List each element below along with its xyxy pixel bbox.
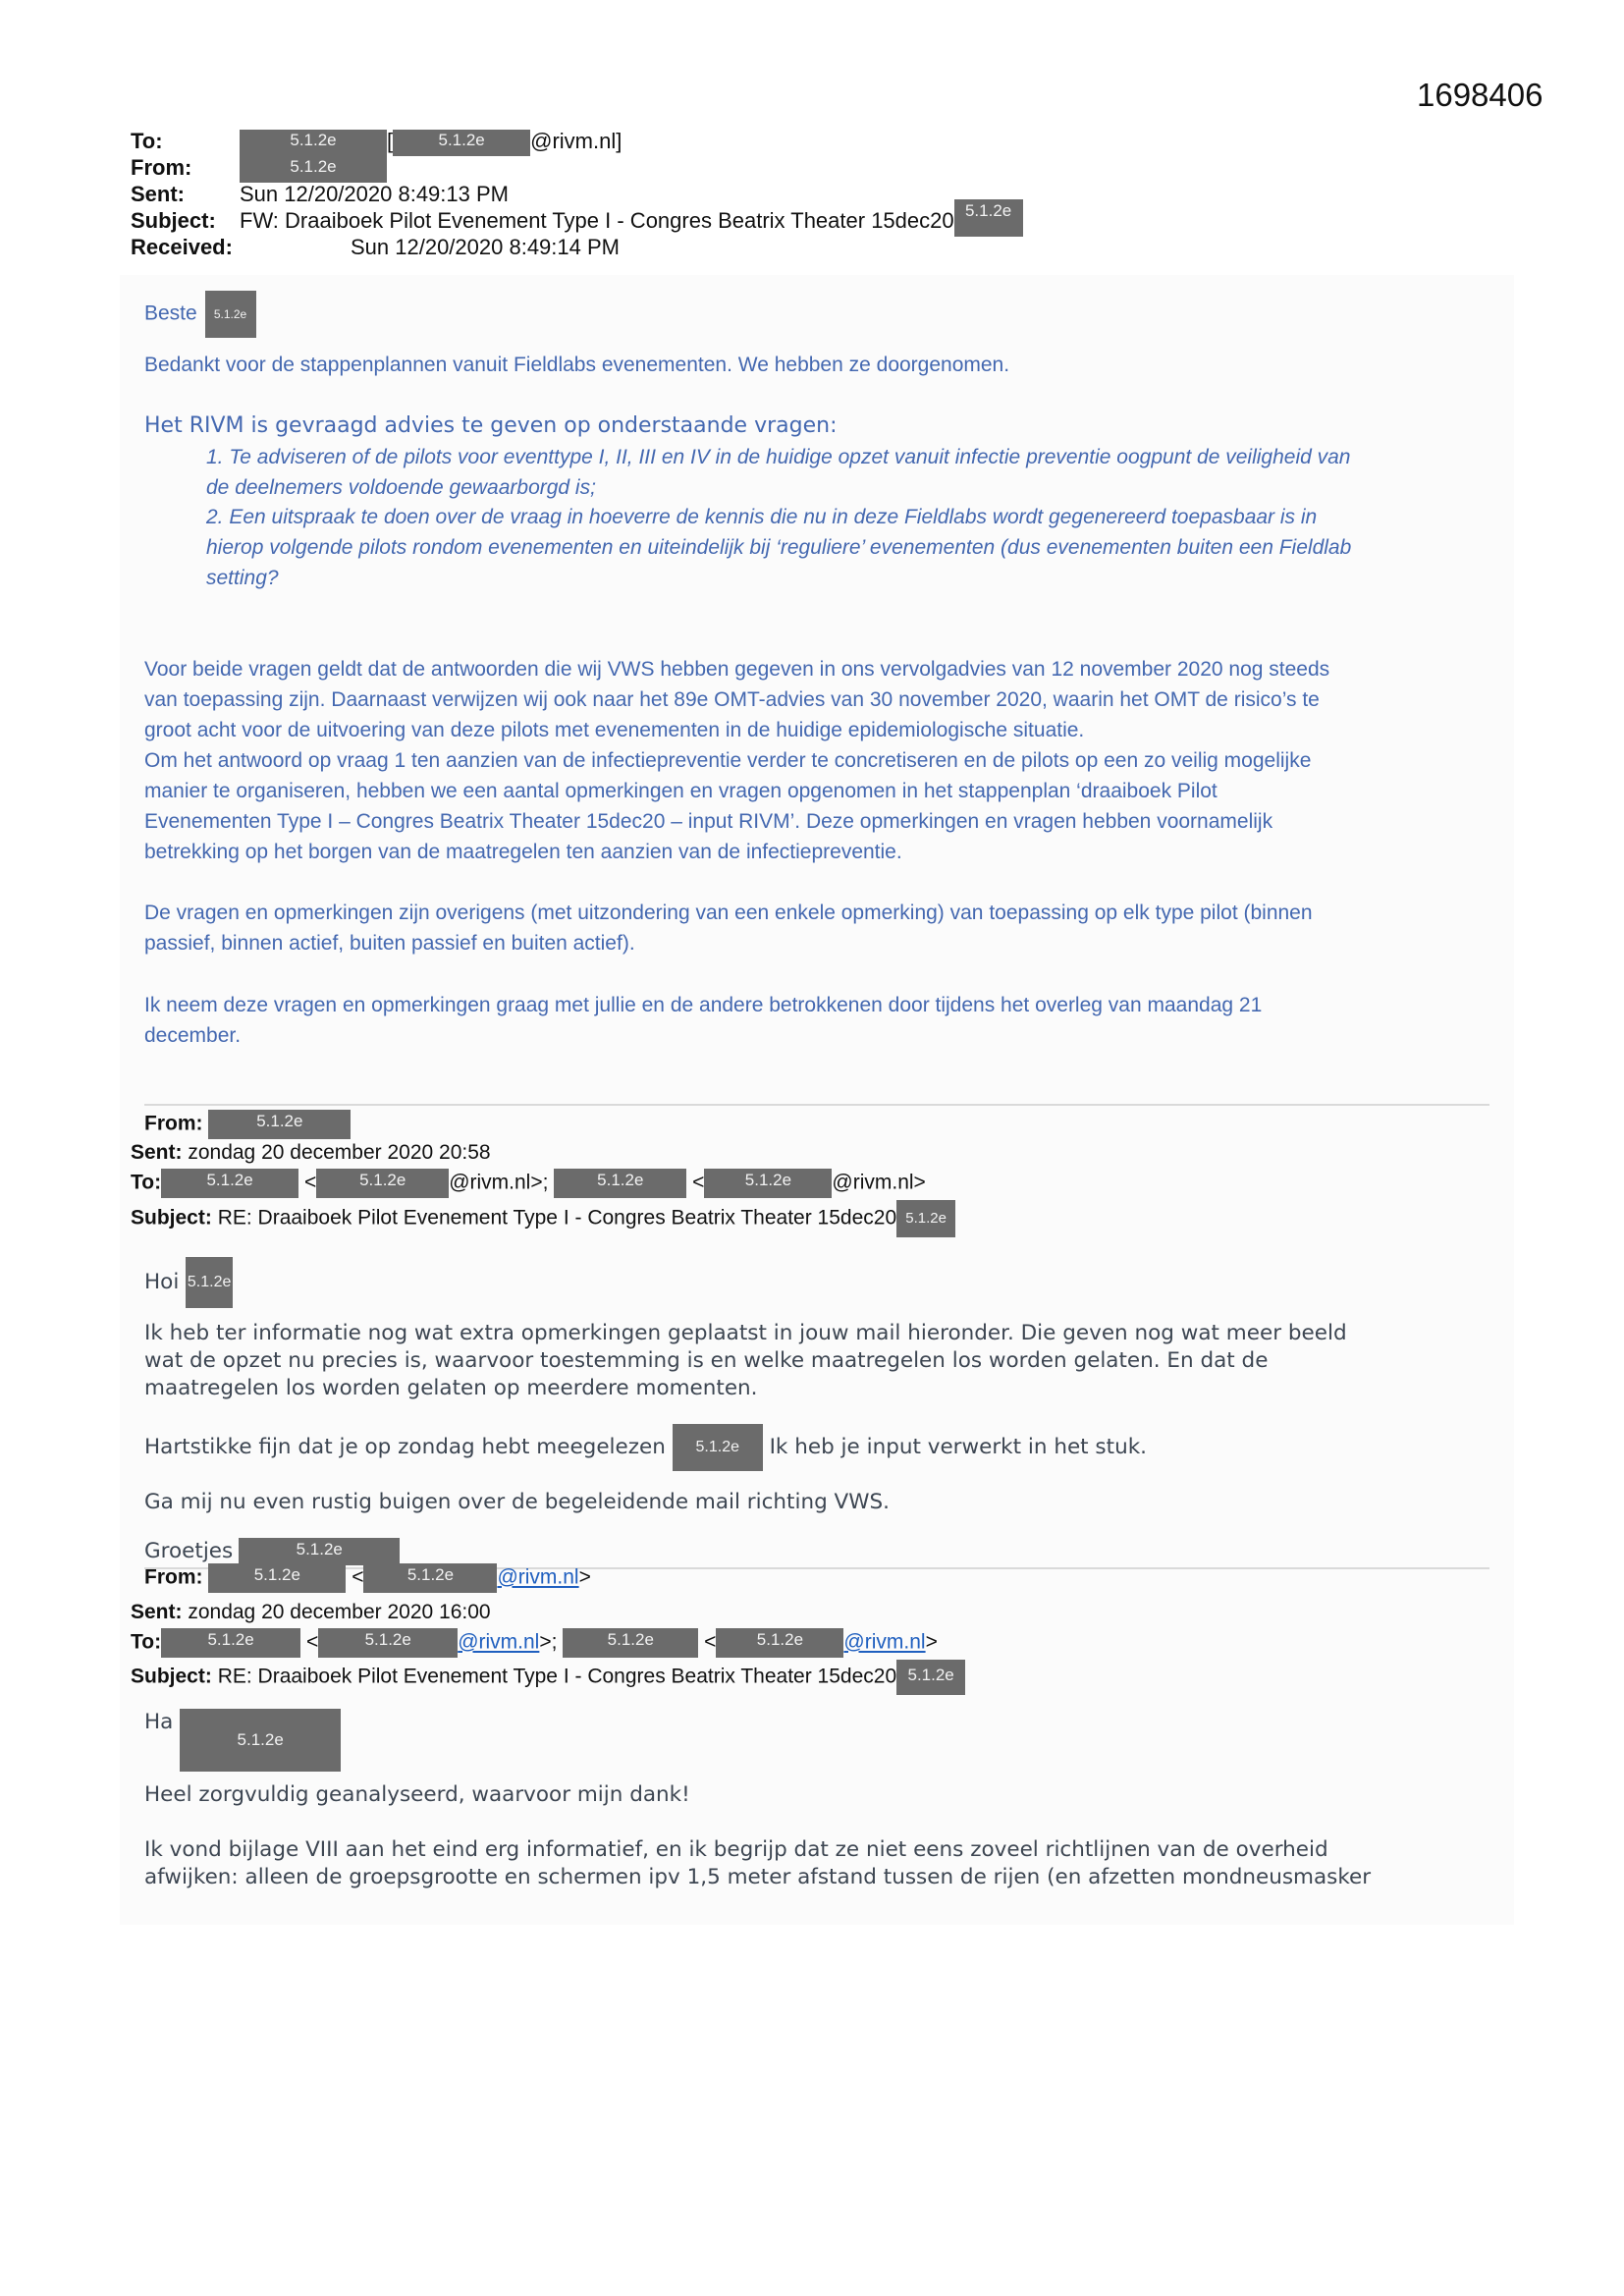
text-line: groot acht voor de uitvoering van deze pilots met evenementen in de huidige epidemiologische situatie. bbox=[144, 719, 1085, 741]
msg2-paragraph-1 bbox=[144, 1320, 1347, 1402]
text-line: van toepassing zijn. Daarnaast verwijzen wij ook naar het 89e OMT-advies van 30 november 2020, waarin het OMT de risico’s te bbox=[144, 688, 1320, 711]
redacted-email: 5.1.2e bbox=[704, 1169, 832, 1198]
email-link[interactable]: @rivm.nl bbox=[843, 1630, 926, 1654]
sent-label: Sent: bbox=[131, 1601, 183, 1623]
text-after: Ik heb je input verwerkt in het stuk. bbox=[769, 1435, 1147, 1459]
msg3-sent-row bbox=[131, 1601, 491, 1624]
text-line: Ik neem deze vragen en opmerkingen graag met jullie en de andere betrokkenen door tijdens het overleg van maandag 21 bbox=[144, 994, 1263, 1016]
lt: < bbox=[303, 1171, 317, 1194]
text-before: Hartstikke fijn dat je op zondag hebt meegelezen bbox=[144, 1435, 666, 1459]
greeting-line bbox=[144, 291, 256, 338]
redacted-name: 5.1.2e bbox=[161, 1169, 298, 1198]
question-1-line: de deelnemers voldoende gewaarborgd is; bbox=[206, 476, 596, 499]
received-label: Received: bbox=[131, 235, 233, 259]
paragraph-meeting bbox=[144, 990, 1262, 1051]
email-domain: @rivm.nl>; bbox=[449, 1171, 549, 1194]
lt: < bbox=[305, 1630, 319, 1654]
question-1 bbox=[206, 442, 1350, 503]
msg3-from-row bbox=[144, 1563, 591, 1593]
subject-label: Subject: bbox=[131, 208, 216, 233]
sent-value: zondag 20 december 2020 16:00 bbox=[188, 1601, 491, 1623]
text-line: wat de opzet nu precies is, waarvoor toestemming is en welke maatregelen los worden gelaten. En dat de bbox=[144, 1348, 1269, 1373]
lt: < bbox=[352, 1565, 364, 1589]
to-value bbox=[240, 128, 622, 156]
redacted-sender: 5.1.2e bbox=[208, 1110, 351, 1139]
question-1-line: 1. Te adviseren of de pilots voor eventtype I, II, III en IV in de huidige opzet vanuit infectie preventie oogpunt de veiligheid van bbox=[206, 446, 1351, 468]
text-line: manier te organiseren, hebben we een aantal opmerkingen en vragen opgenomen in het stappenplan ‘draaiboek Pilot bbox=[144, 780, 1218, 802]
message-separator bbox=[144, 1104, 1489, 1106]
received-value: Sun 12/20/2020 8:49:14 PM bbox=[351, 235, 620, 259]
document-number: 1698406 bbox=[1417, 77, 1543, 113]
from-value bbox=[240, 154, 387, 183]
msg3-subject-row bbox=[131, 1660, 965, 1695]
redacted-name: 5.1.2e bbox=[161, 1628, 300, 1658]
question-heading: Het RIVM is gevraagd advies te geven op onderstaande vragen: bbox=[144, 413, 838, 438]
msg3-to-row bbox=[131, 1628, 938, 1658]
from-label: From: bbox=[131, 155, 192, 180]
redacted-name: 5.1.2e bbox=[563, 1628, 698, 1658]
msg3-paragraph-2 bbox=[144, 1836, 1371, 1891]
gt: > bbox=[925, 1630, 938, 1654]
redacted-recipient: 5.1.2e bbox=[180, 1709, 341, 1772]
redacted-name: 5.1.2e bbox=[240, 130, 387, 156]
redacted-sender: 5.1.2e bbox=[240, 156, 387, 183]
redacted-email: 5.1.2e bbox=[393, 130, 530, 156]
redacted-email: 5.1.2e bbox=[316, 1169, 449, 1198]
greeting: Ha bbox=[144, 1710, 174, 1734]
text-line: afwijken: alleen de groepsgrootte en schermen ipv 1,5 meter afstand tussen de rijen (en afzetten mondneusmasker bbox=[144, 1865, 1372, 1889]
gt: > bbox=[578, 1565, 591, 1589]
email-domain: @rivm.nl> bbox=[832, 1171, 926, 1194]
msg2-from-row bbox=[144, 1110, 351, 1139]
text-line: betrekking op het borgen van de maatregelen ten aanzien van de infectiepreventie. bbox=[144, 841, 902, 863]
sent-value: Sun 12/20/2020 8:49:13 PM bbox=[240, 182, 509, 206]
redacted-name: 5.1.2e bbox=[554, 1169, 686, 1198]
question-2-line: setting? bbox=[206, 567, 279, 589]
redacted-email: 5.1.2e bbox=[363, 1563, 497, 1593]
text-line: maatregelen los worden gelaten op meerdere momenten. bbox=[144, 1376, 758, 1400]
subject-label: Subject: bbox=[131, 1665, 212, 1688]
from-label: From: bbox=[144, 1565, 203, 1589]
redacted-name-inline: 5.1.2e bbox=[673, 1424, 763, 1471]
to-label: To: bbox=[131, 129, 163, 153]
redacted-recipient: 5.1.2e bbox=[205, 291, 256, 338]
msg3-paragraph-1: Heel zorgvuldig geanalyseerd, waarvoor mijn dank! bbox=[144, 1782, 690, 1807]
subject-text: FW: Draaiboek Pilot Evenement Type I - Congres Beatrix Theater 15dec20 bbox=[240, 208, 954, 233]
msg2-greeting-line bbox=[144, 1257, 233, 1308]
redacted-subject-suffix: 5.1.2e bbox=[896, 1200, 955, 1237]
text-line: Voor beide vragen geldt dat de antwoorden die wij VWS hebben gegeven in ons vervolgadvies van 12 november 2020 nog steeds bbox=[144, 658, 1330, 681]
msg2-paragraph-2 bbox=[144, 1424, 1147, 1471]
intro-paragraph: Bedankt voor de stappenplannen vanuit Fieldlabs evenementen. We hebben ze doorgenomen. bbox=[144, 354, 1010, 376]
text-line: Ik heb ter informatie nog wat extra opmerkingen geplaatst in jouw mail hieronder. Die geven nog wat meer beeld bbox=[144, 1321, 1347, 1345]
email-link[interactable]: @rivm.nl bbox=[497, 1565, 579, 1589]
sent-value: zondag 20 december 2020 20:58 bbox=[188, 1141, 491, 1164]
msg2-sent-row bbox=[131, 1141, 491, 1165]
msg2-subject-row bbox=[131, 1200, 955, 1237]
redacted-email: 5.1.2e bbox=[318, 1628, 458, 1658]
to-domain: @rivm.nl] bbox=[530, 129, 623, 153]
lt: < bbox=[692, 1171, 705, 1194]
msg3-greeting-line bbox=[144, 1709, 341, 1772]
msg2-to-row bbox=[131, 1169, 926, 1198]
text-line: Evenementen Type I – Congres Beatrix Theater 15dec20 – input RIVM’. Deze opmerkingen en vragen hebben voornamelijk bbox=[144, 810, 1273, 833]
paragraph-advice bbox=[144, 654, 1329, 867]
greeting: Beste bbox=[144, 301, 197, 325]
bracket: [ bbox=[387, 129, 394, 153]
text-line: Om het antwoord op vraag 1 ten aanzien van de infectiepreventie verder te concretiseren en de pilots op een zo veilig mogelijke bbox=[144, 749, 1312, 772]
text-line: december. bbox=[144, 1024, 242, 1047]
greeting: Hoi bbox=[144, 1270, 180, 1294]
question-2-line: 2. Een uitspraak te doen over de vraag in hoeverre de kennis die nu in deze Fieldlabs wordt gegenereerd toepasbaar is in bbox=[206, 506, 1318, 528]
text-line: De vragen en opmerkingen zijn overigens (met uitzondering van een enkele opmerking) van toepassing op elk type pilot (binnen bbox=[144, 902, 1313, 924]
to-label: To: bbox=[131, 1171, 162, 1194]
msg2-paragraph-3: Ga mij nu even rustig buigen over de begeleidende mail richting VWS. bbox=[144, 1490, 890, 1514]
to-label: To: bbox=[131, 1630, 162, 1654]
lt: < bbox=[704, 1630, 717, 1654]
sent-label: Sent: bbox=[131, 182, 185, 206]
email-link[interactable]: @rivm.nl bbox=[458, 1630, 540, 1654]
subject-text: RE: Draaiboek Pilot Evenement Type I - Congres Beatrix Theater 15dec20 bbox=[217, 1665, 897, 1688]
redacted-subject-suffix: 5.1.2e bbox=[896, 1660, 965, 1695]
text-line: passief, binnen actief, buiten passief en buiten actief). bbox=[144, 932, 635, 955]
question-2 bbox=[206, 502, 1351, 593]
redacted-email: 5.1.2e bbox=[716, 1628, 843, 1658]
signoff: Groetjes bbox=[144, 1539, 234, 1563]
redacted-recipient: 5.1.2e bbox=[186, 1257, 233, 1308]
redacted-signature: 5.1.2e bbox=[239, 1538, 400, 1565]
paragraph-scope bbox=[144, 898, 1313, 958]
sent-label: Sent: bbox=[131, 1141, 183, 1164]
msg2-signoff bbox=[144, 1538, 400, 1565]
subject-label: Subject: bbox=[131, 1206, 212, 1230]
subject-value bbox=[240, 201, 1023, 237]
subject-text: RE: Draaiboek Pilot Evenement Type I - Congres Beatrix Theater 15dec20 bbox=[217, 1206, 897, 1230]
text-line: Ik vond bijlage VIII aan het eind erg informatief, en ik begrijp dat ze niet eens zoveel richtlijnen van de overheid bbox=[144, 1837, 1328, 1862]
redacted-sender: 5.1.2e bbox=[208, 1563, 346, 1593]
from-label: From: bbox=[144, 1112, 203, 1135]
question-2-line: hierop volgende pilots rondom evenementen en uiteindelijk bij ‘reguliere’ evenementen (dus evenementen buiten een Fieldlab bbox=[206, 536, 1352, 559]
separator: >; bbox=[539, 1630, 558, 1654]
redacted-subject-suffix: 5.1.2e bbox=[954, 199, 1023, 237]
